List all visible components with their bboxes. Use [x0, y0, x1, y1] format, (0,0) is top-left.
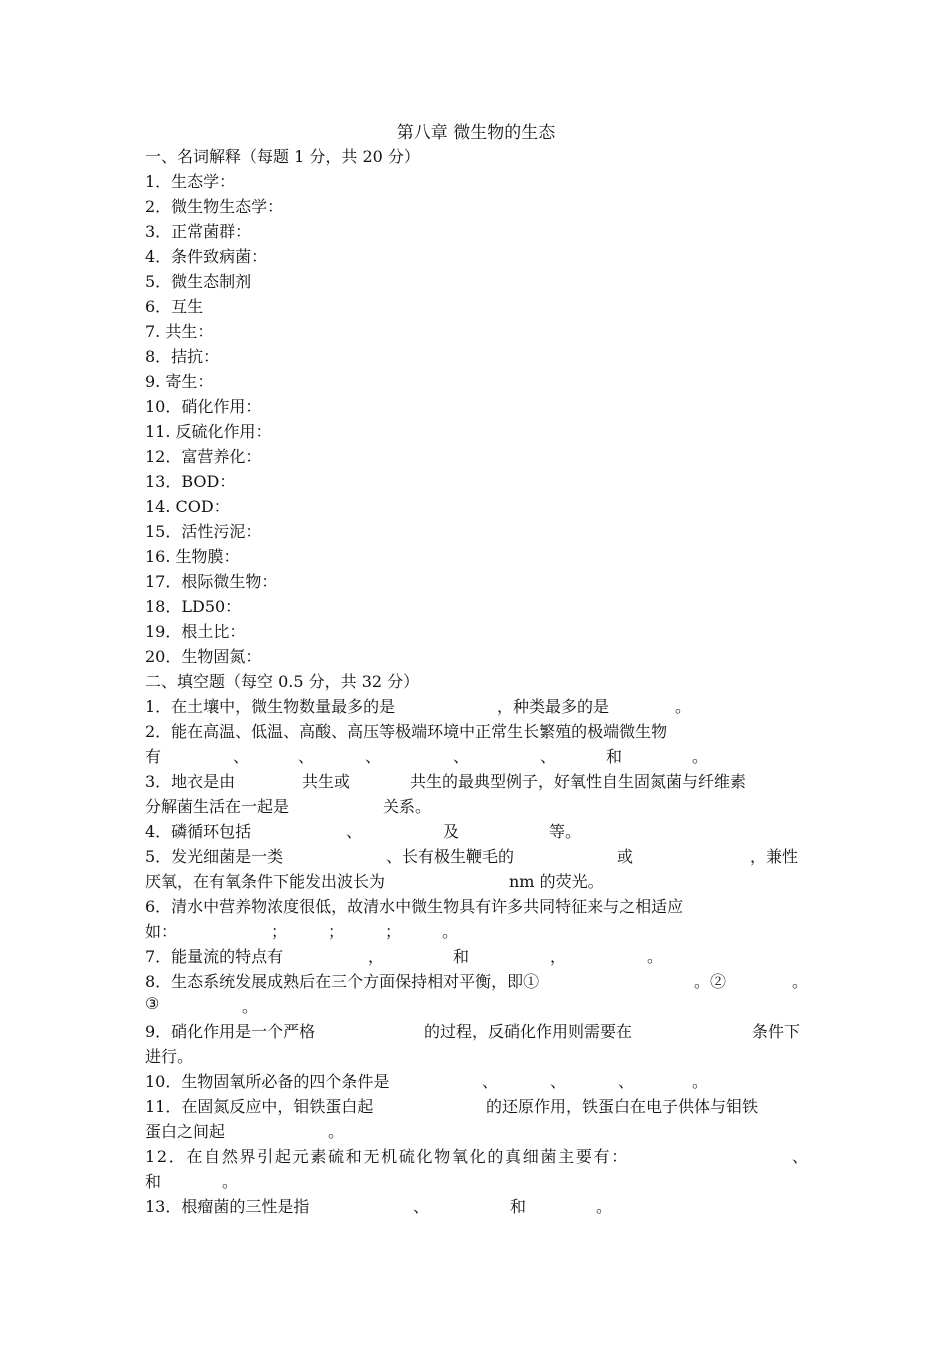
- question-text: 6．清水中营养物浓度很低，故清水中微生物具有许多共同特征来与之相适应: [145, 897, 684, 916]
- definition-item: 14. COD：: [145, 497, 230, 516]
- question-text: 条件下: [752, 1022, 801, 1041]
- question-text: 5．发光细菌是一类: [145, 847, 284, 866]
- question-text: 和: [510, 1197, 527, 1216]
- question-text: 等。: [549, 822, 582, 841]
- question-text: 、: [233, 747, 250, 766]
- question-text: 。: [792, 972, 809, 991]
- question-text: 、: [482, 1072, 499, 1091]
- question-text: 7．能量流的特点有: [145, 947, 284, 966]
- question-text: 9．硝化作用是一个严格: [145, 1022, 316, 1041]
- definition-item: 20．生物固氮：: [145, 647, 262, 666]
- question-text: ③: [145, 994, 160, 1013]
- question-text: 、: [413, 1197, 430, 1216]
- question-text: 及: [443, 822, 460, 841]
- question-text: ；: [385, 922, 402, 941]
- question-text: 厌氧，在有氧条件下能发出波长为: [145, 872, 386, 891]
- question-text: 4．磷循环包括: [145, 822, 252, 841]
- question-text: 3．地衣是由: [145, 772, 236, 791]
- definition-item: 4．条件致病菌：: [145, 247, 268, 266]
- question-text: nm 的荧光。: [509, 872, 604, 891]
- definition-item: 11. 反硫化作用：: [145, 422, 272, 441]
- question-text: 和: [606, 747, 623, 766]
- question-text: 1．在土壤中，微生物数量最多的是: [145, 697, 396, 716]
- question-text: 、: [792, 1147, 809, 1166]
- question-text: 有: [145, 747, 162, 766]
- definition-item: 19．根土比：: [145, 622, 246, 641]
- definition-item: 12．富营养化：: [145, 447, 262, 466]
- question-text: 、: [550, 1072, 567, 1091]
- question-text: ，: [368, 947, 385, 966]
- definition-item: 3．正常菌群：: [145, 222, 252, 241]
- question-text: ，兼性: [750, 847, 799, 866]
- question-text: ，: [550, 947, 567, 966]
- question-text: 、: [365, 747, 382, 766]
- question-text: 。②: [694, 972, 727, 991]
- question-text: 关系。: [383, 797, 432, 816]
- question-text: 10．生物固氧所必备的四个条件是: [145, 1072, 390, 1091]
- question-text: 共生或: [302, 772, 351, 791]
- question-text: 。: [328, 1122, 345, 1141]
- section-2-heading: 二、填空题（每空 0.5 分，共 32 分）: [145, 672, 420, 691]
- chapter-title: 第八章 微生物的生态: [396, 123, 556, 143]
- definition-item: 1．生态学：: [145, 172, 236, 191]
- question-text: 的过程，反硝化作用则需要在: [424, 1022, 633, 1041]
- question-text: 进行。: [145, 1047, 194, 1066]
- question-text: 。: [675, 697, 692, 716]
- question-text: 。: [242, 997, 259, 1016]
- definition-item: 2．微生物生态学：: [145, 197, 284, 216]
- question-text: 、: [453, 747, 470, 766]
- section-1-heading: 一、名词解释（每题 1 分，共 20 分）: [145, 147, 420, 166]
- definition-item: 16. 生物膜：: [145, 547, 240, 566]
- question-text: 蛋白之间起: [145, 1122, 226, 1141]
- definition-item: 9. 寄生：: [145, 372, 214, 391]
- question-text: ；: [271, 922, 288, 941]
- definition-item: 13．BOD：: [145, 472, 236, 491]
- question-text: 、: [540, 747, 557, 766]
- question-text: 2．能在高温、低温、高酸、高压等极端环境中正常生长繁殖的极端微生物: [145, 722, 668, 741]
- question-text: 12．在自然界引起元素硫和无机硫化物氧化的真细菌主要有：: [145, 1147, 629, 1166]
- definition-item: 8．拮抗：: [145, 347, 220, 366]
- definition-item: 10．硝化作用：: [145, 397, 262, 416]
- question-text: 。: [442, 922, 459, 941]
- question-text: 13．根瘤菌的三性是指: [145, 1197, 310, 1216]
- question-text: 和: [145, 1172, 162, 1191]
- question-text: 或: [617, 847, 634, 866]
- definition-item: 7. 共生：: [145, 322, 214, 341]
- question-text: 。: [596, 1197, 613, 1216]
- question-text: 。: [222, 1172, 239, 1191]
- definition-item: 17．根际微生物：: [145, 572, 278, 591]
- definition-item: 5．微生态制剂: [145, 272, 252, 291]
- question-text: 共生的最典型例子，好氧性自生固氮菌与纤维素: [410, 772, 747, 791]
- question-text: ；: [328, 922, 345, 941]
- question-text: 的还原作用，铁蛋白在电子供体与钼铁: [486, 1097, 759, 1116]
- definition-item: 6．互生: [145, 297, 204, 316]
- question-text: 。: [692, 747, 709, 766]
- question-text: 。: [647, 947, 664, 966]
- question-text: 如：: [145, 922, 178, 941]
- question-text: 、长有极生鞭毛的: [386, 847, 515, 866]
- question-text: 、: [346, 822, 363, 841]
- question-text: 和: [453, 947, 470, 966]
- definition-item: 18．LD50：: [145, 597, 242, 616]
- question-text: 、: [618, 1072, 635, 1091]
- question-text: 分解菌生活在一起是: [145, 797, 290, 816]
- question-text: 8．生态系统发展成熟后在三个方面保持相对平衡，即①: [145, 972, 540, 991]
- question-text: ，种类最多的是: [497, 697, 610, 716]
- question-text: 、: [298, 747, 315, 766]
- question-text: 。: [692, 1072, 709, 1091]
- definition-item: 15．活性污泥：: [145, 522, 262, 541]
- question-text: 11．在固氮反应中，钼铁蛋白起: [145, 1097, 374, 1116]
